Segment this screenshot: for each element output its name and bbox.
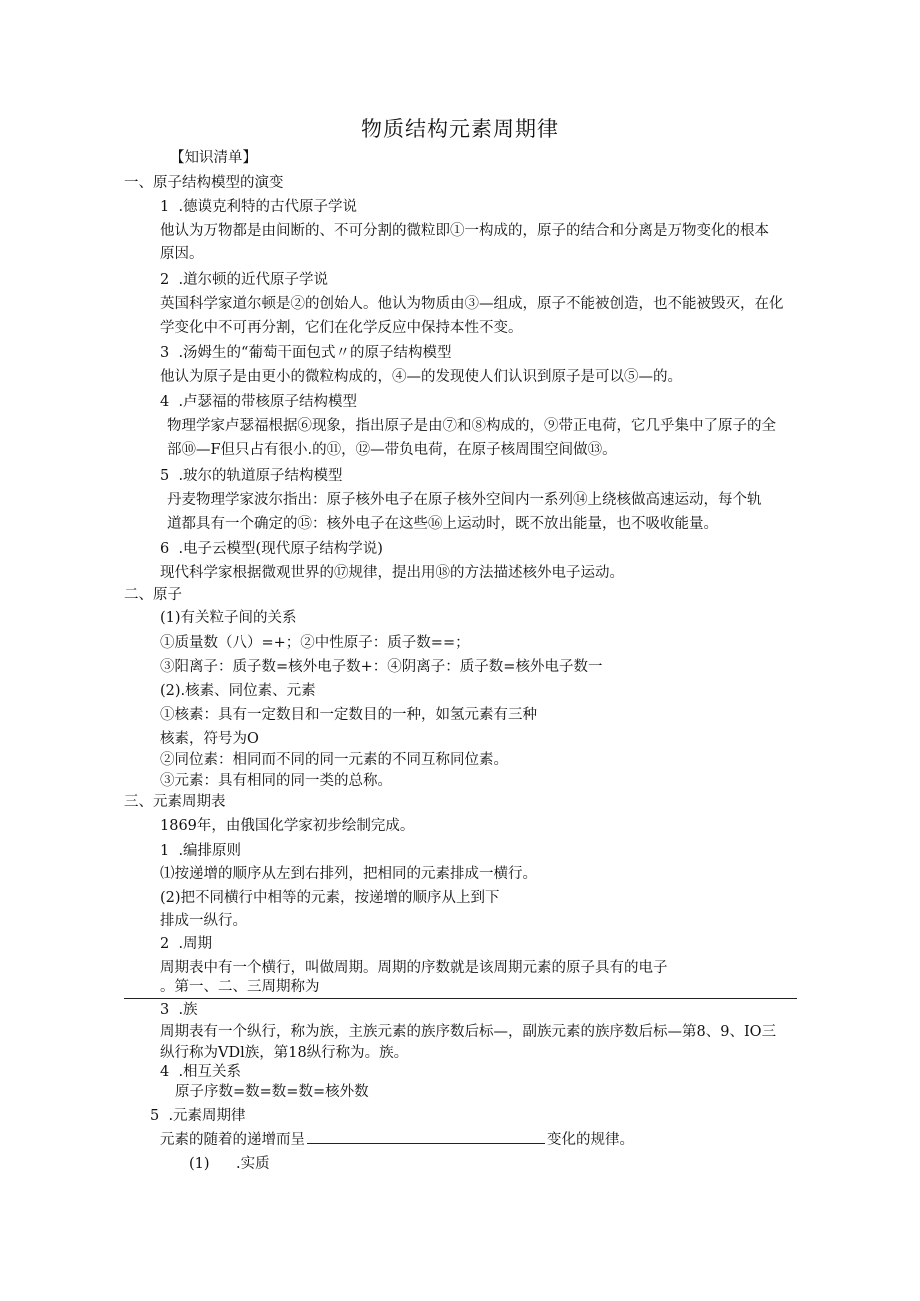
paragraph-line: 丹麦物理学家波尔指出：原子核外电子在原子核外空间内一系列⑭上绕核做高速运动，每个轨 <box>167 492 762 508</box>
answer-blank[interactable] <box>307 1129 545 1144</box>
paragraph-line: ⑴按递增的顺序从左到右排列，把相同的元素排成一横行。 <box>160 866 537 882</box>
item-label: .实质 <box>236 1156 270 1172</box>
paragraph-line: 他认为原子是由更小的微粒构成的，④—的发现使人们认识到原子是可以⑤—的。 <box>160 369 682 385</box>
fill-in-text-after: 变化的规律。 <box>547 1132 634 1148</box>
fill-in-line <box>160 1129 634 1150</box>
paragraph-line: ①核素：具有一定数目和一定数目的一种，如氢元素有三种 <box>160 707 537 723</box>
paragraph-line: 排成一纵行。 <box>160 913 247 929</box>
paragraph-line: 部⑩—F但只占有很小.的⑪，⑫—带负电荷，在原子核周围空间做⑬。 <box>167 442 617 458</box>
section-heading-1: 一、原子结构模型的演变 <box>124 175 284 191</box>
section-heading-3: 三、元素周期表 <box>124 794 226 810</box>
paragraph-line: ③阳离子：质子数=核外电子数+：④阴离子：质子数=核外电子数一 <box>160 659 603 675</box>
paragraph-line: 英国科学家道尔顿是②的创始人。他认为物质由③—组成，原子不能被创造，也不能被毁灭，在化 <box>160 296 784 312</box>
subheading-1-3: 3 .汤姆生的“葡萄干面包式〃的原子结构模型 <box>160 345 452 361</box>
subheading-2-2: (2).核素、同位素、元素 <box>160 683 316 699</box>
subheading-1-4: 4 .卢瑟福的带核原子结构模型 <box>160 394 358 410</box>
paragraph-line: ③元素：具有相同的同一类的总称。 <box>160 773 392 789</box>
subheading-1-5: 5 .玻尔的轨道原子结构模型 <box>160 468 343 484</box>
paragraph-line: 核素，符号为O <box>160 731 259 747</box>
paragraph-line: 物理学家卢瑟福根据⑥现象，指出原子是由⑦和⑧构成的，⑨带正电荷，它几乎集中了原子的全 <box>167 418 776 434</box>
subheading-3-1: 1 .编排原则 <box>160 843 242 859</box>
subheading-1-6: 6 .电子云模型(现代原子结构学说) <box>160 541 383 557</box>
subheading-3-2: 2 .周期 <box>160 936 213 952</box>
section-heading-2: 二、原子 <box>124 587 182 603</box>
horizontal-rule <box>124 998 797 999</box>
paragraph-line: 学变化中不可再分割，它们在化学反应中保持本性不变。 <box>160 320 523 336</box>
paragraph-line: 原因。 <box>160 246 204 262</box>
paragraph-line: 道都具有一个确定的⑮：核外电子在这些⑯上运动时，既不放出能量，也不吸收能量。 <box>167 516 718 532</box>
subheading-1-2: 2 .道尔顿的近代原子学说 <box>160 272 329 288</box>
knowledge-list-heading: 【知识清单】 <box>170 150 257 166</box>
page-title: 物质结构元素周期律 <box>361 117 559 141</box>
paragraph-line: (2)把不同横行中相等的元素，按递增的顺序从上到下 <box>160 890 500 906</box>
subheading-3-3: 3 .族 <box>160 1002 198 1018</box>
paragraph-line: 1869年，由俄国化学家初步绘制完成。 <box>160 818 415 834</box>
subheading-1-1: 1 .德谟克利特的古代原子学说 <box>160 199 358 215</box>
paragraph-line: 他认为万物都是由间断的、不可分割的微粒即①一构成的，原子的结合和分离是万物变化的根本 <box>160 223 769 239</box>
item-number: (1) <box>189 1156 210 1172</box>
subheading-2-1: (1)有关粒子间的关系 <box>160 610 297 626</box>
paragraph-line: ①质量数（八）=+；②中性原子：质子数==； <box>160 635 470 651</box>
paragraph-line: ②同位素：相同而不同的同一元素的不同互称同位素。 <box>160 752 508 768</box>
paragraph-line: 周期表中有一个横行，叫做周期。周期的序数就是该周期元素的原子具有的电子 <box>160 960 668 976</box>
paragraph-line: 原子序数=数=数=数=核外数 <box>175 1084 369 1100</box>
paragraph-line: 周期表有一个纵行，称为族，主族元素的族序数后标—，副族元素的族序数后标—第8、9、IO三 <box>160 1024 777 1040</box>
fill-in-text-before: 元素的随着的递增而呈 <box>160 1132 305 1148</box>
paragraph-line: 。第一、二、三周期称为 <box>160 979 320 995</box>
subheading-3-5: 5 .元素周期律 <box>150 1108 246 1124</box>
paragraph-line: 现代科学家根据微观世界的⑰规律，提出用⑱的方法描述核外电子运动。 <box>160 565 624 581</box>
paragraph-line: 纵行称为VDl族，第18纵行称为。族。 <box>160 1045 409 1061</box>
subheading-3-4: 4 .相互关系 <box>160 1064 242 1080</box>
